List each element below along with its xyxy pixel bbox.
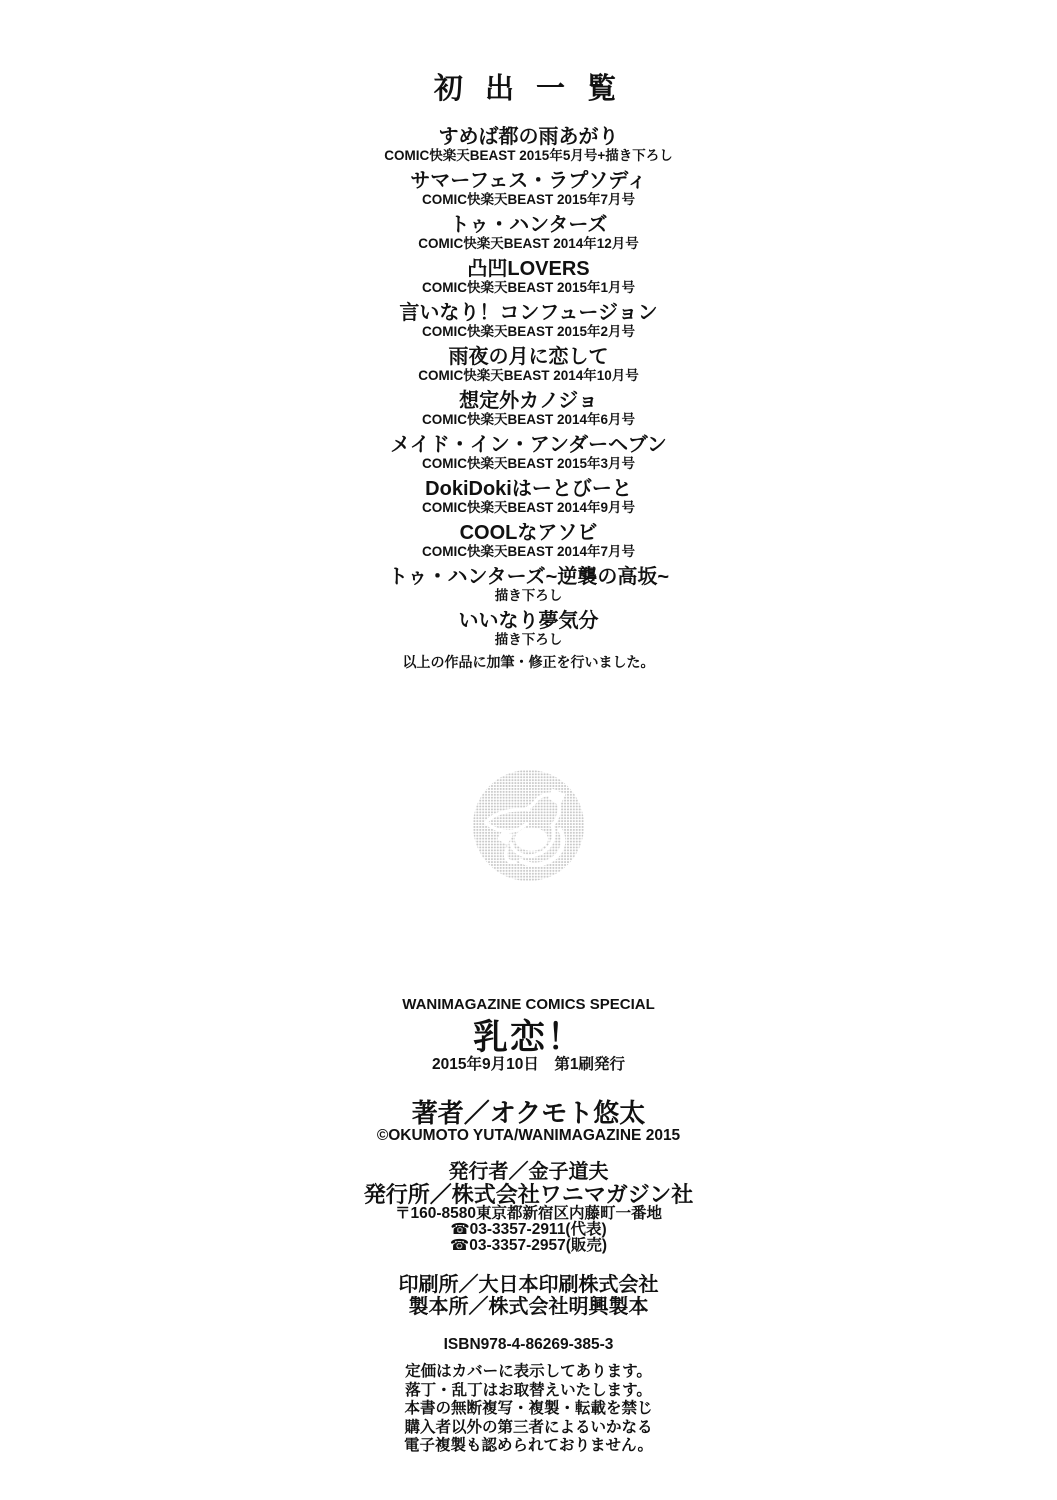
- work-entry: [0, 434, 1057, 471]
- publisher-person: 発行者／金子道夫: [448, 1161, 609, 1183]
- work-title: すめば都の雨あがり: [438, 126, 619, 148]
- work-title: いいなり夢気分: [458, 610, 599, 632]
- work-source: COMIC快楽天BEAST 2014年12月号: [418, 236, 639, 251]
- work-entry: [0, 170, 1057, 207]
- work-title: COOLなアソビ: [459, 522, 598, 544]
- work-source: COMIC快楽天BEAST 2014年6月号: [421, 412, 636, 427]
- work-title: トゥ・ハンターズ: [449, 214, 608, 236]
- work-source: COMIC快楽天BEAST 2014年7月号: [421, 544, 636, 559]
- work-source: 描き下ろし: [494, 588, 563, 603]
- revision-note: 以上の作品に加筆・修正を行いました。: [402, 654, 655, 670]
- work-title: サマーフェス・ラプソディ: [410, 170, 647, 192]
- phone-main: ☎03-3357-2911(代表): [450, 1221, 607, 1238]
- work-title: トゥ・ハンターズ~逆襲の高坂~: [387, 566, 670, 588]
- work-source: COMIC快楽天BEAST 2014年10月号: [418, 368, 639, 383]
- work-source: COMIC快楽天BEAST 2014年9月号: [421, 500, 636, 515]
- work-title: メイド・イン・アンダーヘブン: [390, 434, 667, 456]
- colophon: [0, 996, 1057, 1456]
- publisher-company: 発行所／株式会社ワニマガジン社: [363, 1182, 694, 1207]
- work-title: 凸凹LOVERS: [467, 258, 590, 280]
- notice-line: 本書の無断複写・複製・転載を禁じ: [404, 1400, 653, 1417]
- first-publication-list: [0, 126, 1057, 647]
- notice-line: 落丁・乱丁はお取替えいたします。: [405, 1381, 652, 1399]
- legal-notice: [0, 1363, 1057, 1456]
- work-entry: [0, 126, 1057, 163]
- work-entry: [0, 214, 1057, 251]
- work-title: 言いなり！コンフュージョン: [399, 302, 658, 324]
- notice-line: 電子複製も認められておりません。: [404, 1437, 653, 1454]
- book-title: 乳恋！: [472, 1018, 584, 1057]
- work-title: 雨夜の月に恋して: [448, 346, 609, 368]
- work-source: COMIC快楽天BEAST 2015年3月号: [421, 456, 636, 471]
- crocodile-emblem-icon: [470, 767, 587, 884]
- work-source: COMIC快楽天BEAST 2015年7月号: [421, 192, 636, 207]
- page-title: 初 出 一 覧: [433, 73, 624, 105]
- publisher-block: [0, 1162, 1057, 1254]
- wanimagazine-crocodile-logo: [470, 767, 587, 884]
- work-entry: [0, 522, 1057, 559]
- work-source: 描き下ろし: [494, 632, 563, 647]
- publisher-address: 〒160-8580東京都新宿区内藤町一番地: [394, 1205, 662, 1222]
- work-entry: [0, 302, 1057, 339]
- print-info: 2015年9月10日 第1刷発行: [432, 1056, 625, 1073]
- printer-line: 印刷所／大日本印刷株式会社: [398, 1274, 659, 1296]
- work-title: DokiDokiはーとびーと: [425, 478, 632, 500]
- work-entry: [0, 566, 1057, 603]
- work-source: COMIC快楽天BEAST 2015年2月号: [421, 324, 636, 339]
- work-entry: [0, 390, 1057, 427]
- work-entry: [0, 346, 1057, 383]
- work-source: COMIC快楽天BEAST 2015年1月号: [421, 280, 636, 295]
- notice-line: 購入者以外の第三者によるいかなる: [404, 1418, 653, 1436]
- binder-line: 製本所／株式会社明興製本: [408, 1296, 649, 1318]
- work-entry: [0, 478, 1057, 515]
- work-entry: [0, 610, 1057, 647]
- phone-sales: ☎03-3357-2957(販売): [449, 1237, 608, 1254]
- work-entry: [0, 258, 1057, 295]
- isbn: ISBN978-4-86269-385-3: [443, 1336, 614, 1353]
- imprint-label: WANIMAGAZINE COMICS SPECIAL: [402, 996, 655, 1013]
- author-line: 著者／オクモト悠太: [411, 1098, 646, 1128]
- work-source: COMIC快楽天BEAST 2015年5月号+描き下ろし: [384, 148, 673, 163]
- copyright-line: ©OKUMOTO YUTA/WANIMAGAZINE 2015: [376, 1127, 681, 1144]
- work-title: 想定外カノジョ: [459, 390, 598, 412]
- printing-block: [0, 1274, 1057, 1318]
- notice-line: 定価はカバーに表示してあります。: [405, 1363, 652, 1380]
